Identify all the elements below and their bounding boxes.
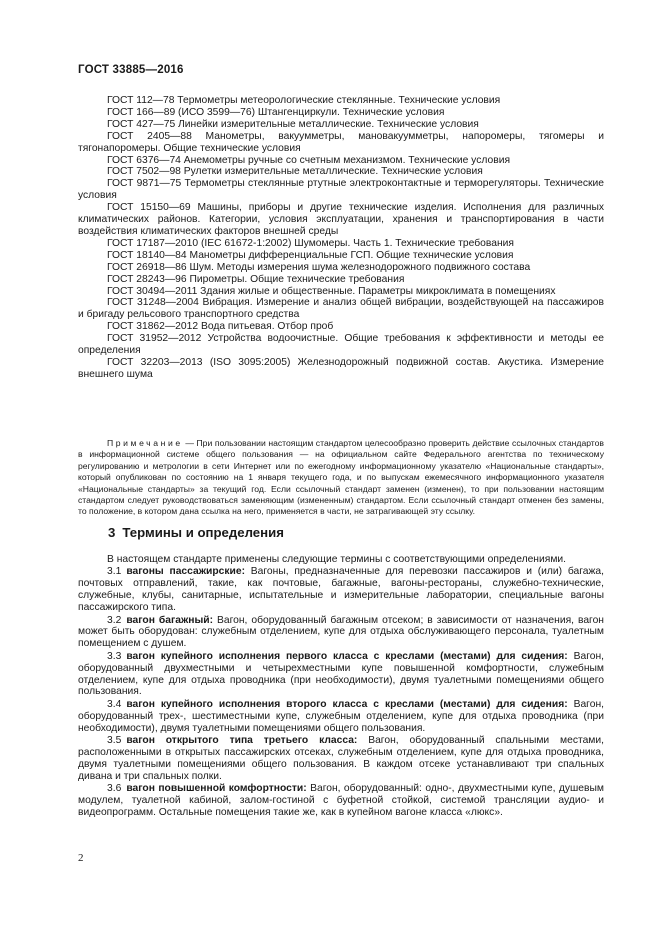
definition-number: 3.5 [107,735,122,747]
note-label: Примечание [107,438,183,448]
document-header: ГОСТ 33885—2016 [78,64,184,76]
definition-item [78,735,604,783]
definition-number: 3.1 [107,566,122,578]
definition-item [78,566,604,614]
definition-term: вагоны пассажирские: [126,566,246,578]
definition-item [78,699,604,735]
reference-item: ГОСТ 427—75 Линейки измерительные металлические. Технические условия [107,118,479,130]
page-number: 2 [78,852,84,864]
reference-item: ГОСТ 166—89 (ИСО 3599—76) Штангенциркули. Технические условия [107,106,445,118]
definition-term: вагон купейного исполнения второго класса с креслами (местами) для сидения: [126,698,568,710]
note-paragraph [78,438,604,518]
definition-term: вагон открытого типа третьего класса: [126,735,358,747]
definition-item [78,783,604,819]
reference-item: ГОСТ 31862—2012 Вода питьевая. Отбор проб [107,321,334,333]
normative-references-list [78,95,604,381]
section-title: Термины и определения [122,525,284,540]
reference-item: ГОСТ 32203—2013 (ISO 3095:2005) Железнодорожный подвижной состав. Акустика. Измерение внешнего шума [78,356,604,380]
definition-item [78,651,604,699]
definition-term: вагон багажный: [126,614,214,626]
reference-item: ГОСТ 31952—2012 Устройства водоочистные. Общие требования к эффективности и методы ее определения [78,333,604,357]
reference-item: ГОСТ 30494—2011 Здания жилые и общественные. Параметры микроклимата в помещениях [107,285,556,297]
definition-item [78,615,604,651]
section-intro: В настоящем стандарте применены следующие термины с соответствующими определениями. [107,554,567,565]
definitions-list [78,554,604,819]
definition-term: вагон купейного исполнения первого класса с креслами (местами) для сидения: [126,650,568,662]
definition-number: 3.6 [107,783,122,795]
reference-item: ГОСТ 17187—2010 (IEC 61672-1:2002) Шумомеры. Часть 1. Технические требования [107,237,514,249]
reference-item: ГОСТ 9871—75 Термометры стеклянные ртутные электроконтактные и терморегуляторы. Технические условия [78,178,604,202]
note-text: — При пользовании настоящим стандартом целесообразно проверить действие ссылочных стандартов в информационной системе общего пользования — на официальном сайте Федерального агентства по техническому регулированию и метрологии в сети Интернет или по ежегодному информационному указателю «Национальные стандарты», который опубликован по состоянию на 1 января текущего года, и по выпускам ежемесячного информационного указателя «Национальные стандарты» за текущий год. Если ссылочный стандарт заменен (изменен), то при пользовании настоящим стандартом следует руководствоваться заменяющим (измененным) стандартом. Если ссылочный стандарт отменен без замены, то положение, в котором дана ссылка на него, применяется в части, не затрагивающей эту ссылку. [78,438,604,517]
definition-number: 3.2 [107,614,122,626]
reference-item: ГОСТ 2405—88 Манометры, вакуумметры, мановакуумметры, напоромеры, тягомеры и тягонапоромеры. Общие технические условия [78,130,604,154]
reference-item: ГОСТ 15150—69 Машины, приборы и другие технические изделия. Исполнения для различных климатических районов. Категории, условия эксплуатации, хранения и транспортирования в части воздействия климатических факторов внешней среды [78,202,604,237]
reference-item: ГОСТ 26918—86 Шум. Методы измерения шума железнодорожного подвижного состава [107,261,531,273]
note-block [78,438,604,518]
reference-item: ГОСТ 112—78 Термометры метеорологические стеклянные. Технические условия [107,95,501,106]
definition-term: вагон повышенной комфортности: [126,783,307,795]
definition-text: Вагон, оборудованный двухместными и четырехместными купе повышенной комфортности, служебным отделением, купе для отдыха проводника (при необходимости), двумя туалетными помещениями общего пользования. [78,650,604,698]
definition-text: Вагон, оборудованный багажным отсеком; в зависимости от назначения, вагон может быть оборудован: служебным отделением, купе для отдыха обслуживающего персонала, туалетным помещением с душем. [78,614,604,650]
definition-text: Вагон, оборудованный: одно-, двухместными купе, душевым модулем, туалетной кабиной, залом-гостиной с буфетной стойкой, системой трансляции аудио- и видеопрограмм. Остальные помещения такие же, как в купейном вагоне класса «люкс». [78,783,604,819]
reference-item: ГОСТ 7502—98 Рулетки измерительные металлические. Технические условия [107,166,483,178]
definition-text: Вагоны, предназначенные для перевозки пассажиров и (или) багажа, почтовых отправлений, такие, как почтовые, багажные, вагоны-рестораны, служебно-технические, служебные, клубы, санитарные, испытательные и измерительные лаборатории, специальные вагоны пассажирского типа. [78,566,604,614]
definition-number: 3.3 [107,650,122,662]
definition-text: Вагон, оборудованный спальными местами, расположенными в открытых пассажирских отсеках, служебным отделением, купе для отдыха проводника, двумя туалетными помещениями общего пользования. В каждом отсеке устанавливают три спальных дивана и три спальных полки. [78,735,605,782]
reference-item: ГОСТ 28243—96 Пирометры. Общие технические требования [107,273,405,285]
reference-item: ГОСТ 31248—2004 Вибрация. Измерение и анализ общей вибрации, воздействующей на пассажиров и бригаду рельсового транспортного средства [78,297,604,321]
definition-number: 3.4 [107,698,122,710]
section-number: 3 [108,525,116,540]
reference-item: ГОСТ 6376—74 Анемометры ручные со счетным механизмом. Технические условия [107,154,511,166]
definition-text: Вагон, оборудованный трех-, шестиместными купе, служебным отделением, купе для отдыха проводника (при необходимости), двумя туалетными помещениями общего пользования. [78,698,604,734]
section-heading [108,525,284,540]
reference-item: ГОСТ 18140—84 Манометры дифференциальные ГСП. Общие технические условия [107,249,514,261]
